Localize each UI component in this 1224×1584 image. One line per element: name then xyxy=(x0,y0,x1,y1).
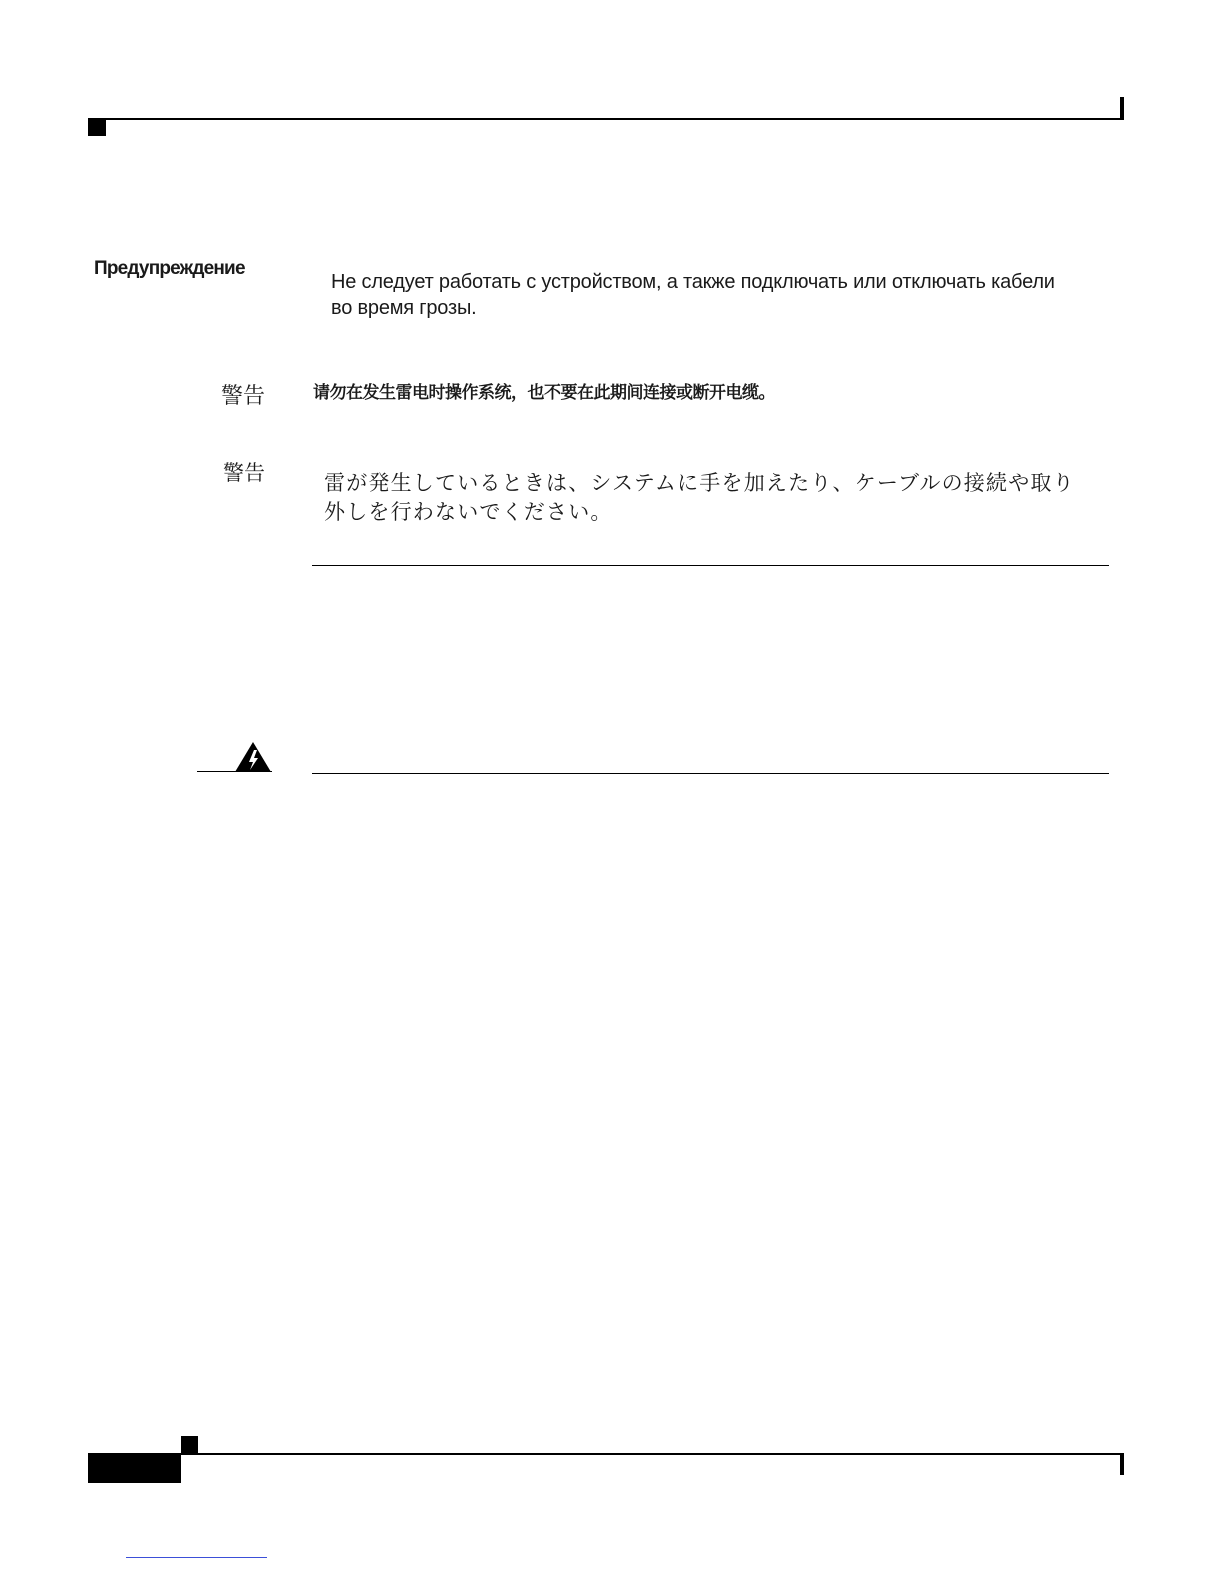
warning-text-russian-line2: во время грозы. xyxy=(331,297,477,319)
header-rule xyxy=(88,118,1124,120)
footer-marker xyxy=(181,1436,198,1453)
warning-label-chinese: 警告 xyxy=(221,383,266,408)
warning-text-chinese: 请勿在发生雷电时操作系统，也不要在此期间连接或断开电缆。 xyxy=(313,383,775,402)
header-marker xyxy=(88,118,106,136)
footer-tick xyxy=(1120,1455,1124,1475)
warning-text-japanese xyxy=(324,469,1124,527)
warning-electric-shock-icon xyxy=(234,741,272,773)
footer-link-underline[interactable] xyxy=(126,1557,267,1558)
warning-label-russian: Предупреждение xyxy=(94,258,245,279)
warning-text-russian xyxy=(331,269,1121,321)
warning-text-japanese-line1: 雷が発生しているときは、システムに手を加えたり、ケーブルの接続や取り xyxy=(324,472,1075,495)
footer-rule xyxy=(88,1453,1124,1455)
warning-text-russian-line1: Не следует работать с устройством, а также подключать или отключать кабели xyxy=(331,271,1055,293)
section-divider xyxy=(312,565,1109,566)
warning-rule xyxy=(312,773,1109,774)
header-tick xyxy=(1120,97,1124,120)
footer-page-tab xyxy=(88,1455,181,1483)
warning-label-japanese: 警告 xyxy=(223,462,265,485)
warning-text-japanese-line2: 外しを行わないでください。 xyxy=(324,501,613,524)
